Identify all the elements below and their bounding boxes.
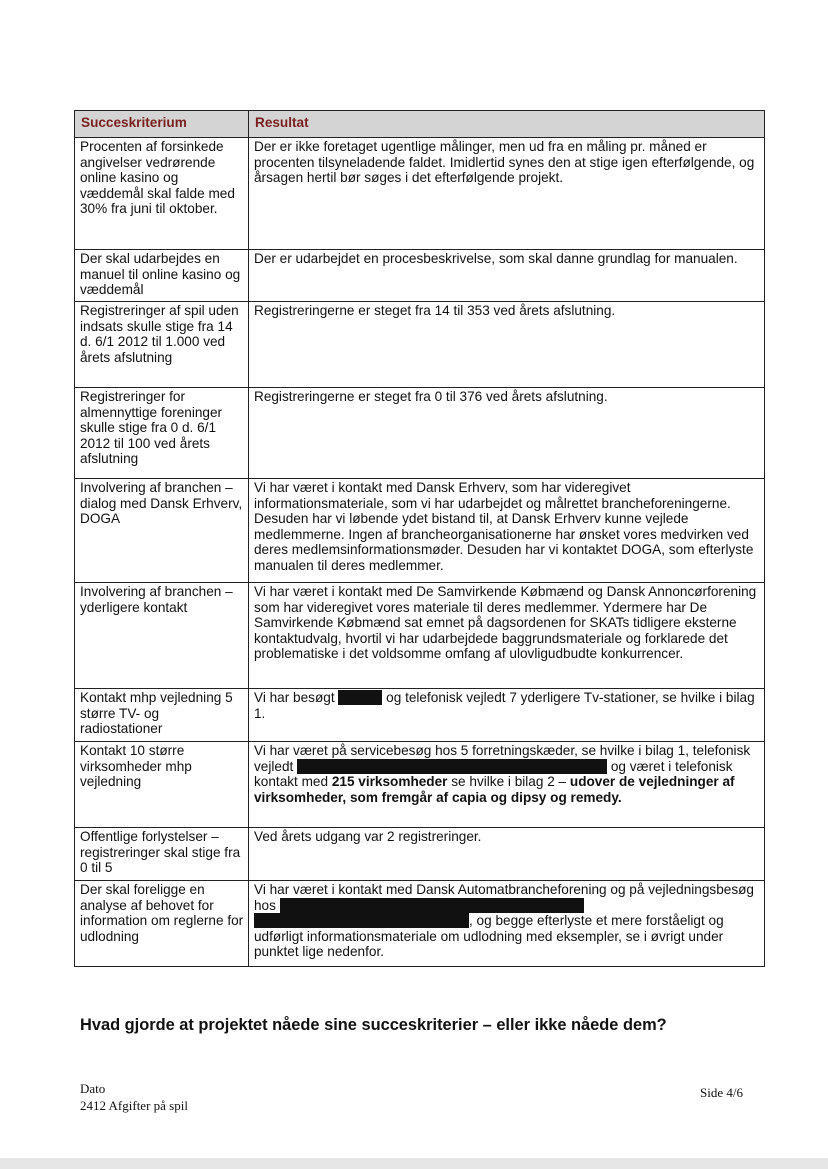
page-bottom-strip: [0, 1158, 828, 1169]
result-cell: Registreringerne er steget fra 14 til 353 ved årets afslutning.: [249, 302, 765, 388]
result-text: Vi har været i kontakt med Dansk Automatbrancheforening og på vejledningsbesøg hos: [254, 882, 754, 913]
footer-doc-ref: 2412 Afgifter på spil: [80, 1098, 188, 1113]
criterion-cell: Offentlige forlystelser – registreringer skal stige fra 0 til 5: [75, 828, 249, 881]
result-text: , og begge efterlyste et mere forståeligt og udførligt informationsmateriale om udlodning med eksempler, se i øvrigt under punktet lige nedenfor.: [254, 913, 724, 960]
criterion-cell: Involvering af branchen – yderligere kontakt: [75, 583, 249, 689]
footer-page-number: Side 4/6: [700, 1085, 743, 1100]
result-text: og telefonisk vejledt 7 yderligere Tv-stationer, se hvilke i bilag 1.: [254, 690, 755, 721]
result-text: og været i telefonisk kontakt med: [254, 758, 733, 790]
result-text: Vi har besøgt: [254, 690, 335, 705]
column-header-result: Resultat: [249, 111, 765, 138]
table-row: [75, 742, 765, 828]
table-header-row: [75, 111, 765, 138]
table-row: [75, 250, 765, 302]
result-cell: [249, 881, 765, 967]
footer-date-label: Dato: [80, 1081, 106, 1096]
criterion-cell: Involvering af branchen – dialog med Dansk Erhverv, DOGA: [75, 479, 249, 583]
redaction-block: [338, 690, 382, 705]
criterion-cell: Registreringer for almennyttige foreninger skulle stige fra 0 d. 6/1 2012 til 100 ved årets afslutning: [75, 388, 249, 479]
table-row: [75, 881, 765, 967]
result-cell: Der er ikke foretaget ugentlige målinger, men ud fra en måling pr. måned er procenten tilsyneladende faldet. Imidlertid synes den at stige igen efterfølgende, og årsagen hertil bør søges i det efterfølgende projekt.: [249, 138, 765, 250]
criterion-cell: Kontakt mhp vejledning 5 større TV- og radiostationer: [75, 689, 249, 742]
criterion-cell: Registreringer af spil uden indsats skulle stige fra 14 d. 6/1 2012 til 1.000 ved årets afslutning: [75, 302, 249, 388]
redaction-block: [254, 913, 469, 928]
result-cell: Vi har været i kontakt med De Samvirkende Købmænd og Dansk Annoncørforening som har videregivet vores materiale til deres medlemmer. Ydermere har De Samvirkende Købmænd sat emnet på dagsordenen for SKATs tidligere eksterne kontaktudvalg, hvortil vi har udarbejdede baggrundsmateriale og forklarede det problematiske i det voldsomme omfang af ulovligudbudte konkurrencer.: [249, 583, 765, 689]
table-row: [75, 689, 765, 742]
table-row: [75, 583, 765, 689]
criterion-cell: Procenten af forsinkede angivelser vedrørende online kasino og væddemål skal falde med 30% fra juni til oktober.: [75, 138, 249, 250]
table-row: [75, 479, 765, 583]
result-cell: Registreringerne er steget fra 0 til 376 ved årets afslutning.: [249, 388, 765, 479]
section-heading: Hvad gjorde at projektet nåede sine succeskriterier – eller ikke nåede dem?: [80, 1016, 667, 1034]
table-row: [75, 828, 765, 881]
criterion-cell: Der skal udarbejdes en manuel til online kasino og væddemål: [75, 250, 249, 302]
criterion-cell: Kontakt 10 større virksomheder mhp vejledning: [75, 742, 249, 828]
result-text-bold: udover de vejledninger af virksomheder, som fremgår af capia og dipsy og remedy.: [254, 774, 735, 805]
result-text: Vi har været på servicebesøg hos 5 forretningskæder, se hvilke i bilag 1, telefonisk vejledt: [254, 743, 751, 774]
success-criteria-table: [74, 110, 765, 967]
table-row: [75, 138, 765, 250]
redaction-block: [280, 898, 584, 913]
result-cell: [249, 689, 765, 742]
redaction-block: [297, 759, 607, 774]
table-row: [75, 388, 765, 479]
result-cell: [249, 742, 765, 828]
table-row: [75, 302, 765, 388]
column-header-criterion: Succeskriterium: [75, 111, 249, 138]
result-cell: Der er udarbejdet en procesbeskrivelse, som skal danne grundlag for manualen.: [249, 250, 765, 302]
footer-left: [80, 1080, 188, 1114]
criterion-cell: Der skal foreligge en analyse af behovet for information om reglerne for udlodning: [75, 881, 249, 967]
result-text-bold: 215 virksomheder: [331, 774, 448, 790]
result-cell: Ved årets udgang var 2 registreringer.: [249, 828, 765, 881]
result-cell: Vi har været i kontakt med Dansk Erhverv, som har videregivet informationsmateriale, som vi har udarbejdet og målrettet brancheforeningerne. Desuden har vi løbende ydet bistand til, at Dansk Erhverv kunne vejlede medlemmerne. Ingen af brancheorganisationerne har ønsket vores medvirken ved deres medlemsinformationsmøder. Desuden har vi kontaktet DOGA, som efterlyste manualen til deres medlemmer.: [249, 479, 765, 583]
result-text: se hvilke i bilag 2 –: [451, 774, 567, 790]
